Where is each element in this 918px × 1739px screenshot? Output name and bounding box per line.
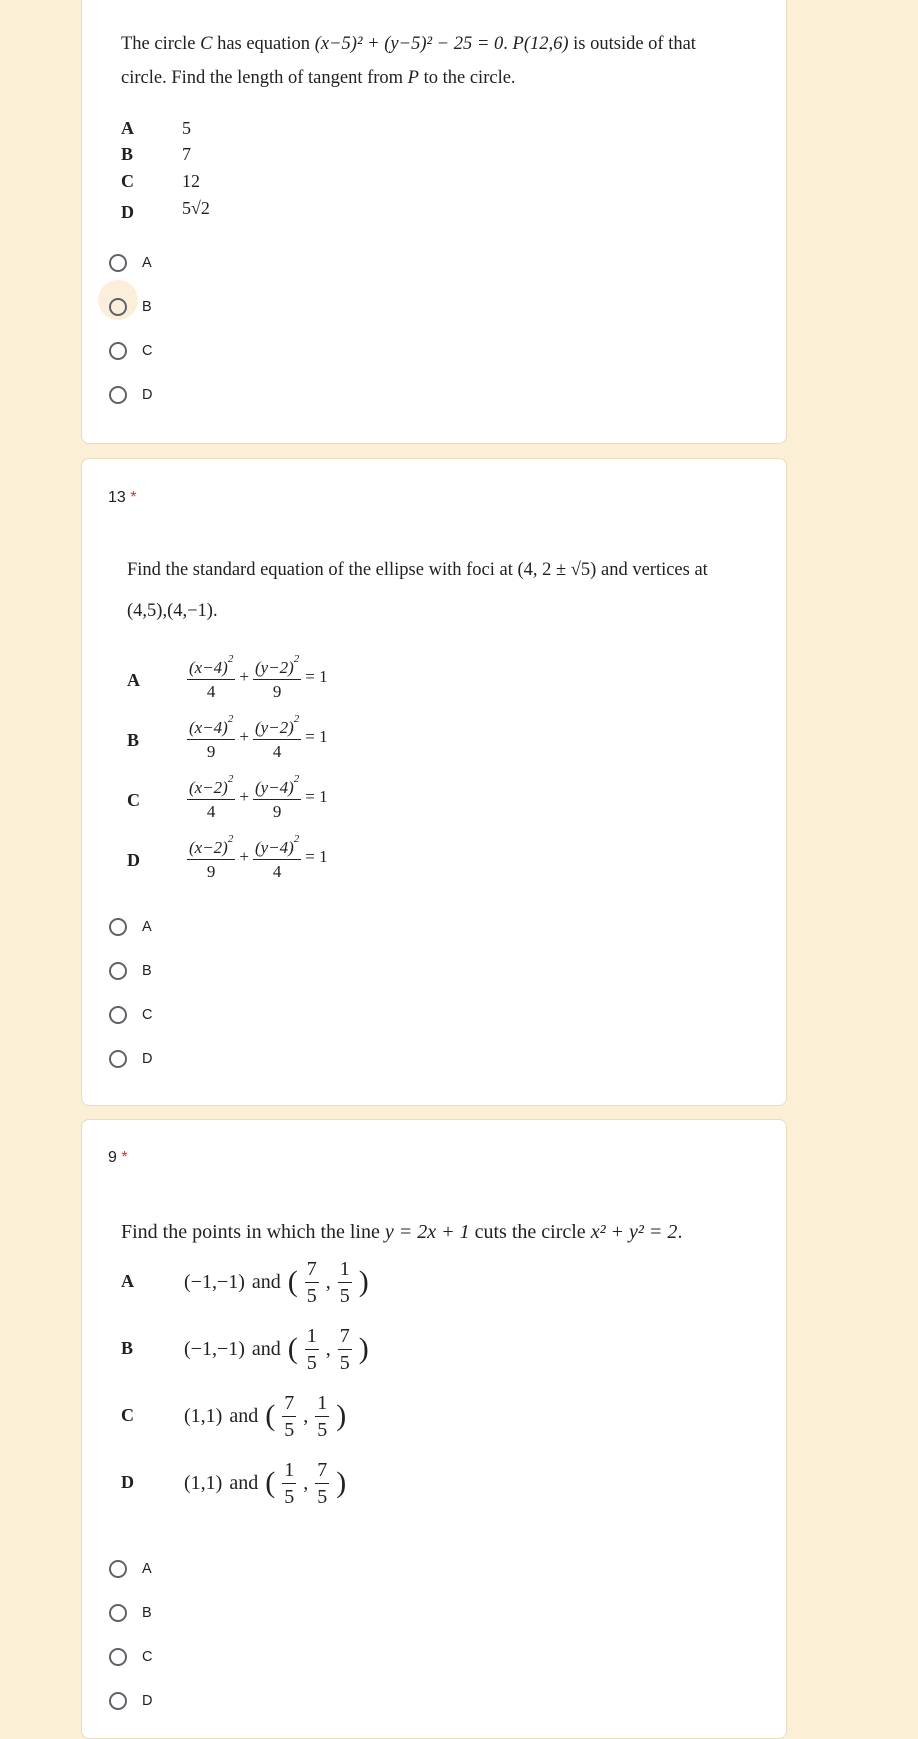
radio-circle-icon[interactable] <box>109 254 127 272</box>
radio-option-d[interactable]: D <box>109 1042 152 1076</box>
question-card-13 <box>81 458 787 1106</box>
option-a-row <box>121 1252 521 1312</box>
question-card-1 <box>81 0 787 444</box>
radio-option-b[interactable]: B <box>109 1596 152 1630</box>
radio-circle-icon[interactable] <box>109 1692 127 1710</box>
radio-circle-icon[interactable] <box>109 1604 127 1622</box>
question-9-text: Find the points in which the line y = 2x + 1 cuts the circle x² + y² = 2. <box>121 1221 683 1243</box>
option-value: 7 <box>182 144 191 164</box>
radio-option-d[interactable]: D <box>109 378 152 412</box>
circle-equation: (x−5)² + (y−5)² − 25 = 0 <box>314 34 504 54</box>
required-asterisk: * <box>121 1149 128 1166</box>
point-p: P(12,6) <box>512 34 569 54</box>
option-letter: B <box>121 1338 134 1358</box>
option-value: 12 <box>182 171 200 191</box>
question-number: 9 * <box>108 1149 128 1166</box>
option-d-value: (1,1) and ( $\frac{1}{5}$ , $\frac{7}{5}$ ) <box>184 1458 347 1508</box>
option-letter: C <box>121 1405 134 1425</box>
required-asterisk: * <box>130 489 137 506</box>
option-c-row <box>121 1386 521 1446</box>
circle-equation: x² + y² = 2 <box>590 1221 678 1243</box>
radio-circle-icon[interactable] <box>109 1560 127 1578</box>
radio-circle-icon[interactable] <box>109 298 127 316</box>
option-c-row <box>127 774 427 824</box>
option-a-equation: $\frac{(x-4)^2}{4}$ + $\frac{(y-2)^2}{9}$ = 1 <box>189 653 328 701</box>
option-d-row <box>121 1453 521 1513</box>
option-letter: A <box>121 1271 134 1291</box>
radio-option-a[interactable]: A <box>109 1552 152 1586</box>
option-d-row <box>127 834 427 884</box>
option-b-row <box>121 1319 521 1379</box>
option-c-equation: $\frac{(x-2)^2}{4}$ + $\frac{(y-4)^2}{9}$ = 1 <box>189 773 328 821</box>
radio-circle-icon[interactable] <box>109 962 127 980</box>
question-number: 13 * <box>108 489 137 506</box>
radio-circle-icon[interactable] <box>109 386 127 404</box>
radio-option-b[interactable]: B <box>109 290 152 324</box>
question-1-text-line2: circle. Find the length of tangent from P to the circle. <box>121 68 516 88</box>
option-letter: B <box>127 730 140 750</box>
option-b-row <box>127 714 427 764</box>
foci: (4, 2 ± √5) <box>517 560 597 580</box>
line-equation: y = 2x + 1 <box>384 1221 470 1243</box>
option-letter: D <box>121 1472 134 1492</box>
option-value: 5 <box>182 118 191 138</box>
option-letter: D <box>121 202 134 222</box>
option-letter: A <box>121 118 134 138</box>
radio-option-d[interactable]: D <box>109 1684 152 1718</box>
radio-option-c[interactable]: C <box>109 1640 152 1674</box>
option-b-value: (−1,−1) and ( $\frac{1}{5}$ , $\frac{7}{5}$ ) <box>184 1324 369 1374</box>
option-d-equation: $\frac{(x-2)^2}{9}$ + $\frac{(y-4)^2}{4}$ = 1 <box>189 833 328 881</box>
radio-option-b[interactable]: B <box>109 954 152 988</box>
option-letter: D <box>127 850 140 870</box>
option-letter: B <box>121 144 134 164</box>
option-a-value: (−1,−1) and ( $\frac{7}{5}$ , $\frac{1}{5}$ ) <box>184 1257 369 1307</box>
radio-option-a[interactable]: A <box>109 910 152 944</box>
option-letter: A <box>127 670 140 690</box>
question-13-vertices: (4,5),(4,−1). <box>127 601 218 621</box>
radio-circle-icon[interactable] <box>109 1006 127 1024</box>
radio-option-c[interactable]: C <box>109 998 152 1032</box>
radio-circle-icon[interactable] <box>109 342 127 360</box>
radio-option-c[interactable]: C <box>109 334 152 368</box>
radio-option-a[interactable]: A <box>109 246 152 280</box>
option-letter: C <box>127 790 140 810</box>
option-c-value: (1,1) and ( $\frac{7}{5}$ , $\frac{1}{5}$ ) <box>184 1391 347 1441</box>
radio-circle-icon[interactable] <box>109 1050 127 1068</box>
option-letter: C <box>121 171 134 191</box>
radio-circle-icon[interactable] <box>109 918 127 936</box>
question-1-text-line1: The circle C has equation (x−5)² + (y−5)² − 25 = 0. P(12,6) is outside of that <box>121 34 696 54</box>
question-card-9 <box>81 1119 787 1739</box>
radio-circle-icon[interactable] <box>109 1648 127 1666</box>
option-b-equation: $\frac{(x-4)^2}{9}$ + $\frac{(y-2)^2}{4}$ = 1 <box>189 713 328 761</box>
option-a-row <box>127 654 427 704</box>
option-value: 5√2 <box>182 198 210 218</box>
question-13-text-line1: Find the standard equation of the ellipse with foci at (4, 2 ± √5) and vertices at <box>127 560 708 580</box>
